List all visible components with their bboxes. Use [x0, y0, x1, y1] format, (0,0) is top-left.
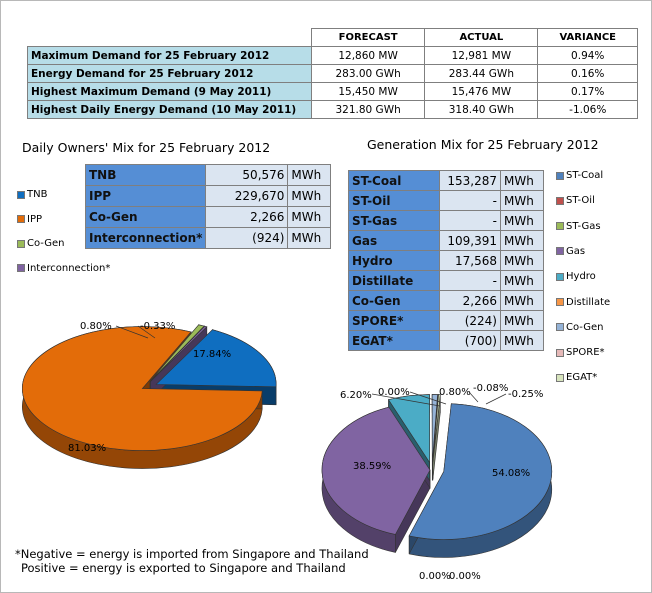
fuel-unit: MWh — [501, 231, 544, 251]
actual-cell: 12,981 MW — [425, 47, 538, 65]
pie-data-label: 0.00% — [419, 571, 451, 582]
fuel-value: - — [440, 191, 501, 211]
forecast-cell: 283.00 GWh — [312, 65, 425, 83]
header-forecast: FORECAST — [312, 29, 425, 47]
fuel-value: 17,568 — [440, 251, 501, 271]
fuel-unit: MWh — [501, 211, 544, 231]
forecast-cell: 321.80 GWh — [312, 101, 425, 119]
legend-label: ST-Coal — [566, 170, 604, 181]
fuel-name: EGAT* — [349, 331, 440, 351]
owner-value: (924) — [206, 228, 288, 249]
legend-label: Gas — [566, 245, 586, 257]
fuel-name: ST-Oil — [349, 191, 440, 211]
pie-group — [22, 325, 276, 469]
legend-label: Co-Gen — [566, 321, 604, 333]
fuel-value: 153,287 — [440, 171, 501, 191]
owner-unit: MWh — [288, 207, 331, 228]
fuel-unit: MWh — [501, 311, 544, 331]
owner-value: 229,670 — [206, 186, 288, 207]
owners-mix-title: Daily Owners' Mix for 25 February 2012 — [22, 140, 271, 155]
pie-data-label: 6.20% — [340, 390, 372, 401]
pie-data-label: 81.03% — [68, 443, 107, 454]
pie-data-label: 38.59% — [353, 461, 392, 472]
pie-data-label: 0.80% — [80, 321, 112, 332]
pie-data-label: 54.08% — [492, 468, 531, 479]
owner-value: 50,576 — [206, 165, 288, 186]
variance-cell: -1.06% — [538, 101, 638, 119]
owner-unit: MWh — [288, 186, 331, 207]
fuel-value: 109,391 — [440, 231, 501, 251]
actual-cell: 283.44 GWh — [425, 65, 538, 83]
row-label: Highest Daily Energy Demand (10 May 2011) — [28, 101, 312, 119]
variance-cell: 0.17% — [538, 83, 638, 101]
actual-cell: 15,476 MW — [425, 83, 538, 101]
pie-data-label: -0.25% — [508, 389, 544, 400]
legend-label: Interconnection* — [27, 262, 111, 274]
note-positive: Positive = energy is exported to Singapore and Thailand — [21, 561, 346, 575]
legend-label: Co-Gen — [27, 238, 65, 249]
row-label: Maximum Demand for 25 February 2012 — [28, 47, 312, 65]
legend-label: IPP — [27, 213, 43, 225]
leader-line — [486, 394, 506, 404]
legend-label: SPORE* — [566, 347, 605, 359]
owner-name: TNB — [86, 165, 206, 186]
fuel-name: Hydro — [349, 251, 440, 271]
owner-unit: MWh — [288, 228, 331, 249]
forecast-cell: 12,860 MW — [312, 47, 425, 65]
pie-data-label: -0.33% — [140, 321, 176, 332]
row-label: Highest Maximum Demand (9 May 2011) — [28, 83, 312, 101]
owner-name: Co-Gen — [86, 207, 206, 228]
variance-cell: 0.94% — [538, 47, 638, 65]
variance-cell: 0.16% — [538, 65, 638, 83]
pie-data-label: 17.84% — [193, 349, 232, 360]
owner-name: IPP — [86, 186, 206, 207]
pie-data-label: -0.08% — [473, 383, 509, 394]
fuel-unit: MWh — [501, 291, 544, 311]
fuel-value: (224) — [440, 311, 501, 331]
fuel-value: 2,266 — [440, 291, 501, 311]
fuel-name: ST-Gas — [349, 211, 440, 231]
fuel-unit: MWh — [501, 331, 544, 351]
pie-data-label: 0.00% — [449, 571, 481, 582]
owner-name: Interconnection* — [86, 228, 206, 249]
pie-data-label: 0.00% — [378, 387, 410, 398]
owner-value: 2,266 — [206, 207, 288, 228]
fuel-value: (700) — [440, 331, 501, 351]
fuel-unit: MWh — [501, 271, 544, 291]
actual-cell: 318.40 GWh — [425, 101, 538, 119]
legend-label: ST-Gas — [566, 220, 601, 232]
note-negative: *Negative = energy is imported from Singapore and Thailand — [15, 547, 369, 561]
fuel-name: Gas — [349, 231, 440, 251]
fuel-unit: MWh — [501, 251, 544, 271]
fuel-value: - — [440, 211, 501, 231]
owner-unit: MWh — [288, 165, 331, 186]
fuel-name: Distillate — [349, 271, 440, 291]
row-label: Energy Demand for 25 February 2012 — [28, 65, 312, 83]
pie-data-label: 0.80% — [439, 387, 471, 398]
header-actual: ACTUAL — [425, 29, 538, 47]
legend-label: EGAT* — [566, 372, 598, 384]
fuel-unit: MWh — [501, 171, 544, 191]
legend-label: ST-Oil — [566, 195, 595, 207]
header-variance: VARIANCE — [538, 29, 638, 47]
forecast-cell: 15,450 MW — [312, 83, 425, 101]
fuel-name: Co-Gen — [349, 291, 440, 311]
legend-label: Distillate — [566, 296, 611, 308]
fuel-name: ST-Coal — [349, 171, 440, 191]
legend-label: Hydro — [566, 271, 596, 283]
fuel-value: - — [440, 271, 501, 291]
legend-label: TNB — [27, 189, 48, 200]
generation-mix-title: Generation Mix for 25 February 2012 — [367, 137, 599, 152]
fuel-name: SPORE* — [349, 311, 440, 331]
fuel-unit: MWh — [501, 191, 544, 211]
